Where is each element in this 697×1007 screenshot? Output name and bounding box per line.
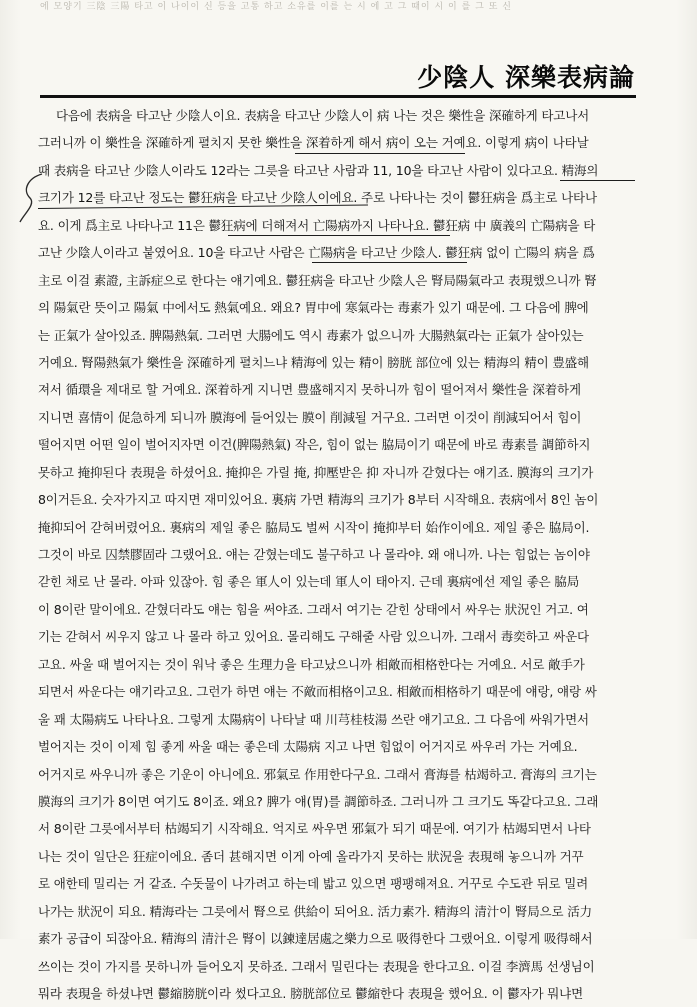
text-line: 갇힌 채로 난 몰라. 아파 있잖아. 힘 좋은 軍人이 있는데 軍人이 태아지. 근데 裏病에선 제일 좋은 脇局 [38,574,580,590]
text-line: 되면서 싸운다는 얘기라고요. 그런가 하면 얘는 不敵而相格이고요. 相敵而相格하기 때문에 얘랑, 얘랑 싸 [38,684,597,700]
header-bleed-through: 에 모양기 三陰 三陽 타고 이 나이이 신 등을 고통 하고 소유를 이를 는 시 에 고 그 때이 시 이 를 그 또 신 [40,2,512,12]
text-line: 뭐라 表現을 하셨냐면 鬱縮膀胱이라 썼다고요. 膀胱部位로 鬱縮한다 表現을 했어요. 이 鬱자가 뭐냐면 [38,986,584,1001]
text-line: 로 애한테 밀리는 거 같죠. 수돗물이 나가려고 하는데 밟고 있으면 팽팽해져요. 거꾸로 수도관 뒤로 밀려 [38,876,589,892]
text-line: 나가는 狀況이 되요. 精海라는 그릇에서 腎으로 供給이 되어요. 活力素가. 精海의 清汁이 腎局으로 活力 [38,903,592,919]
text-line: 나는 것이 일단은 狂症이에요. 좀더 甚해지면 이게 아예 올라가지 못하는 狀況을 表現해 놓으니까 거꾸 [38,848,584,864]
text-line: 고난 少陰人이라고 붙였어요. 10을 타고난 사람은 亡陽病을 타고난 少陰人. 鬱狂病 없이 亡陽의 病을 爲 [38,245,595,261]
text-line: 그러니까 이 樂性을 深確하게 펼치지 못한 樂性을 深着하게 해서 病이 오는 거예요. 이렇게 病이 나타날 [38,135,589,151]
text-line: 는 正氣가 살아있죠. 脾陽熱氣. 그러면 大腸에도 역시 毒素가 없으니까 大腸熱氣라는 正氣가 살아있는 [38,327,584,343]
text-line: 다음에 表病을 타고난 少陰人이요. 表病을 타고난 少陰人이 病 나는 것은 樂性을 深確하게 타고나서 [56,108,590,123]
text-line: 떨어지면 어떤 일이 벌어지자면 이건(脾陽熱氣) 작은, 힘이 없는 脇局이기 때문에 바로 毒素를 調節하지 [38,437,591,453]
pen-underline [295,153,465,154]
text-line: 쓰이는 것이 가지를 못하니까 들어오지 못하죠. 그래서 밀린다는 表現을 한다고요. 이걸 李濟馬 선생님이 [38,958,595,974]
text-line: 크기가 12를 타고난 정도는 鬱狂病을 타고난 少陰人이에요. 주로 나타나는 것이 鬱狂病을 爲主로 나타나 [38,190,597,206]
text-line: 거예요. 腎陽熱氣가 樂性을 深確하게 펼치느냐 精海에 있는 精이 膀胱 部位에 있는 精海의 精이 豊盛해 [38,354,589,370]
text-line: 이 8이란 말이에요. 갇혔더라도 얘는 힘을 써야죠. 그래서 여기는 갇힌 상태에서 싸우는 狀況인 거고. 여 [38,601,589,617]
pen-underline [228,235,450,236]
text-line: 서 8이란 그릇에서부터 枯竭되기 시작해요. 억지로 싸우면 邪氣가 되기 때문에. 여기가 枯竭되면서 나타 [38,821,591,837]
text-line: 素가 공급이 되잖아요. 精海의 清汁은 腎이 以鍊達居處之樂力으로 吸得한다 그랬어요. 이렇게 吸得해서 [38,931,593,947]
text-line: 벌어지는 것이 이제 힘 좋게 싸울 때는 좋은데 太陽病 지고 나면 힘없이 어거지로 싸우러 가는 거예요. [38,739,578,755]
margin-scribble [16,168,46,228]
text-line: 져서 循環을 제대로 할 거예요. 深着하게 지니면 豊盛해지지 못하니까 힘이 떨어져서 樂性을 深着하게 [38,382,581,398]
text-line: 어거지로 싸우니까 좋은 기운이 아니에요. 邪氣로 作用한다구요. 그래서 膏海를 枯竭하고. 膏海의 크기는 [38,766,597,782]
text-line: 못하고 掩抑된다 表現을 하셨어요. 掩抑은 가릴 掩, 抑壓받은 抑 자니까 갇혔다는 얘기죠. 膜海의 크기가 [38,464,594,480]
pen-underline [312,262,467,263]
text-line: 膜海의 크기가 8이면 여기도 8이죠. 왜요? 脾가 얘(胃)를 調節하죠. 그러니까 그 크기도 똑같다고요. 그래 [38,793,599,809]
pen-underline [560,180,635,181]
body-text [38,102,646,1007]
text-line: 요. 이게 爲主로 나타나고 11은 鬱狂病에 더해져서 亡陽病까지 나타나요. 鬱狂病 中 廣義의 亡陽病을 타 [38,217,596,233]
text-line: 울 꽤 太陽病도 나타나요. 그렇게 太陽病이 나타날 때 川芎桂枝湯 쓰란 얘기고요. 그 다음에 싸워가면서 [38,711,589,727]
text-line: 때 表病을 타고난 少陰人이라도 12라는 그릇을 타고난 사람과 11, 10을 타고난 사람이 있다고요. 精海의 [38,162,599,178]
text-line: 기는 갇혀서 씨우지 않고 나 몰라 하고 있어요. 몰리해도 구해줄 사람 있으니까. 그래서 毒奕하고 싸운다 [38,629,589,645]
text-line: 掩抑되어 갇혀버렸어요. 裏病의 제일 좋은 脇局도 벌써 시작이 掩抑부터 始作이에요. 제일 좋은 脇局이. [38,519,590,535]
text-line: 고요. 싸울 때 벌어지는 것이 워낙 좋은 生理力을 타고났으니까 相敵而相格한다는 거예요. 서로 敵手가 [38,656,585,672]
text-line: 主로 이걸 素證, 主訴症으로 한다는 얘기예요. 鬱狂病을 타고난 少陰人은 腎局陽氣라고 表現했으니까 腎 [38,272,597,288]
text-line: 그것이 바로 囚禁膠固라 그랬어요. 얘는 갇혔는데도 불구하고 나 몰라야. 왜 애니까. 나는 힘없는 놈이야 [38,547,590,562]
text-line: 의 陽氣란 뜻이고 陽氣 中에서도 熱氣예요. 왜요? 胃中에 寒氣라는 毒素가 있기 때문에. 그 다음에 脾에 [38,300,589,316]
text-line: 8이거든요. 숫자가지고 따지면 재미있어요. 裏病 가면 精海의 크기가 8부터 시작해요. 表病에서 8인 놈이 [38,492,599,508]
text-line: 지니면 喜情이 促急하게 되니까 膜海에 들어있는 膜이 削減될 거구요. 그러면 이것이 削減되어서 힘이 [38,409,582,425]
title-rule [40,95,636,98]
page-title: 少陰人 深樂表病論 [417,63,635,92]
